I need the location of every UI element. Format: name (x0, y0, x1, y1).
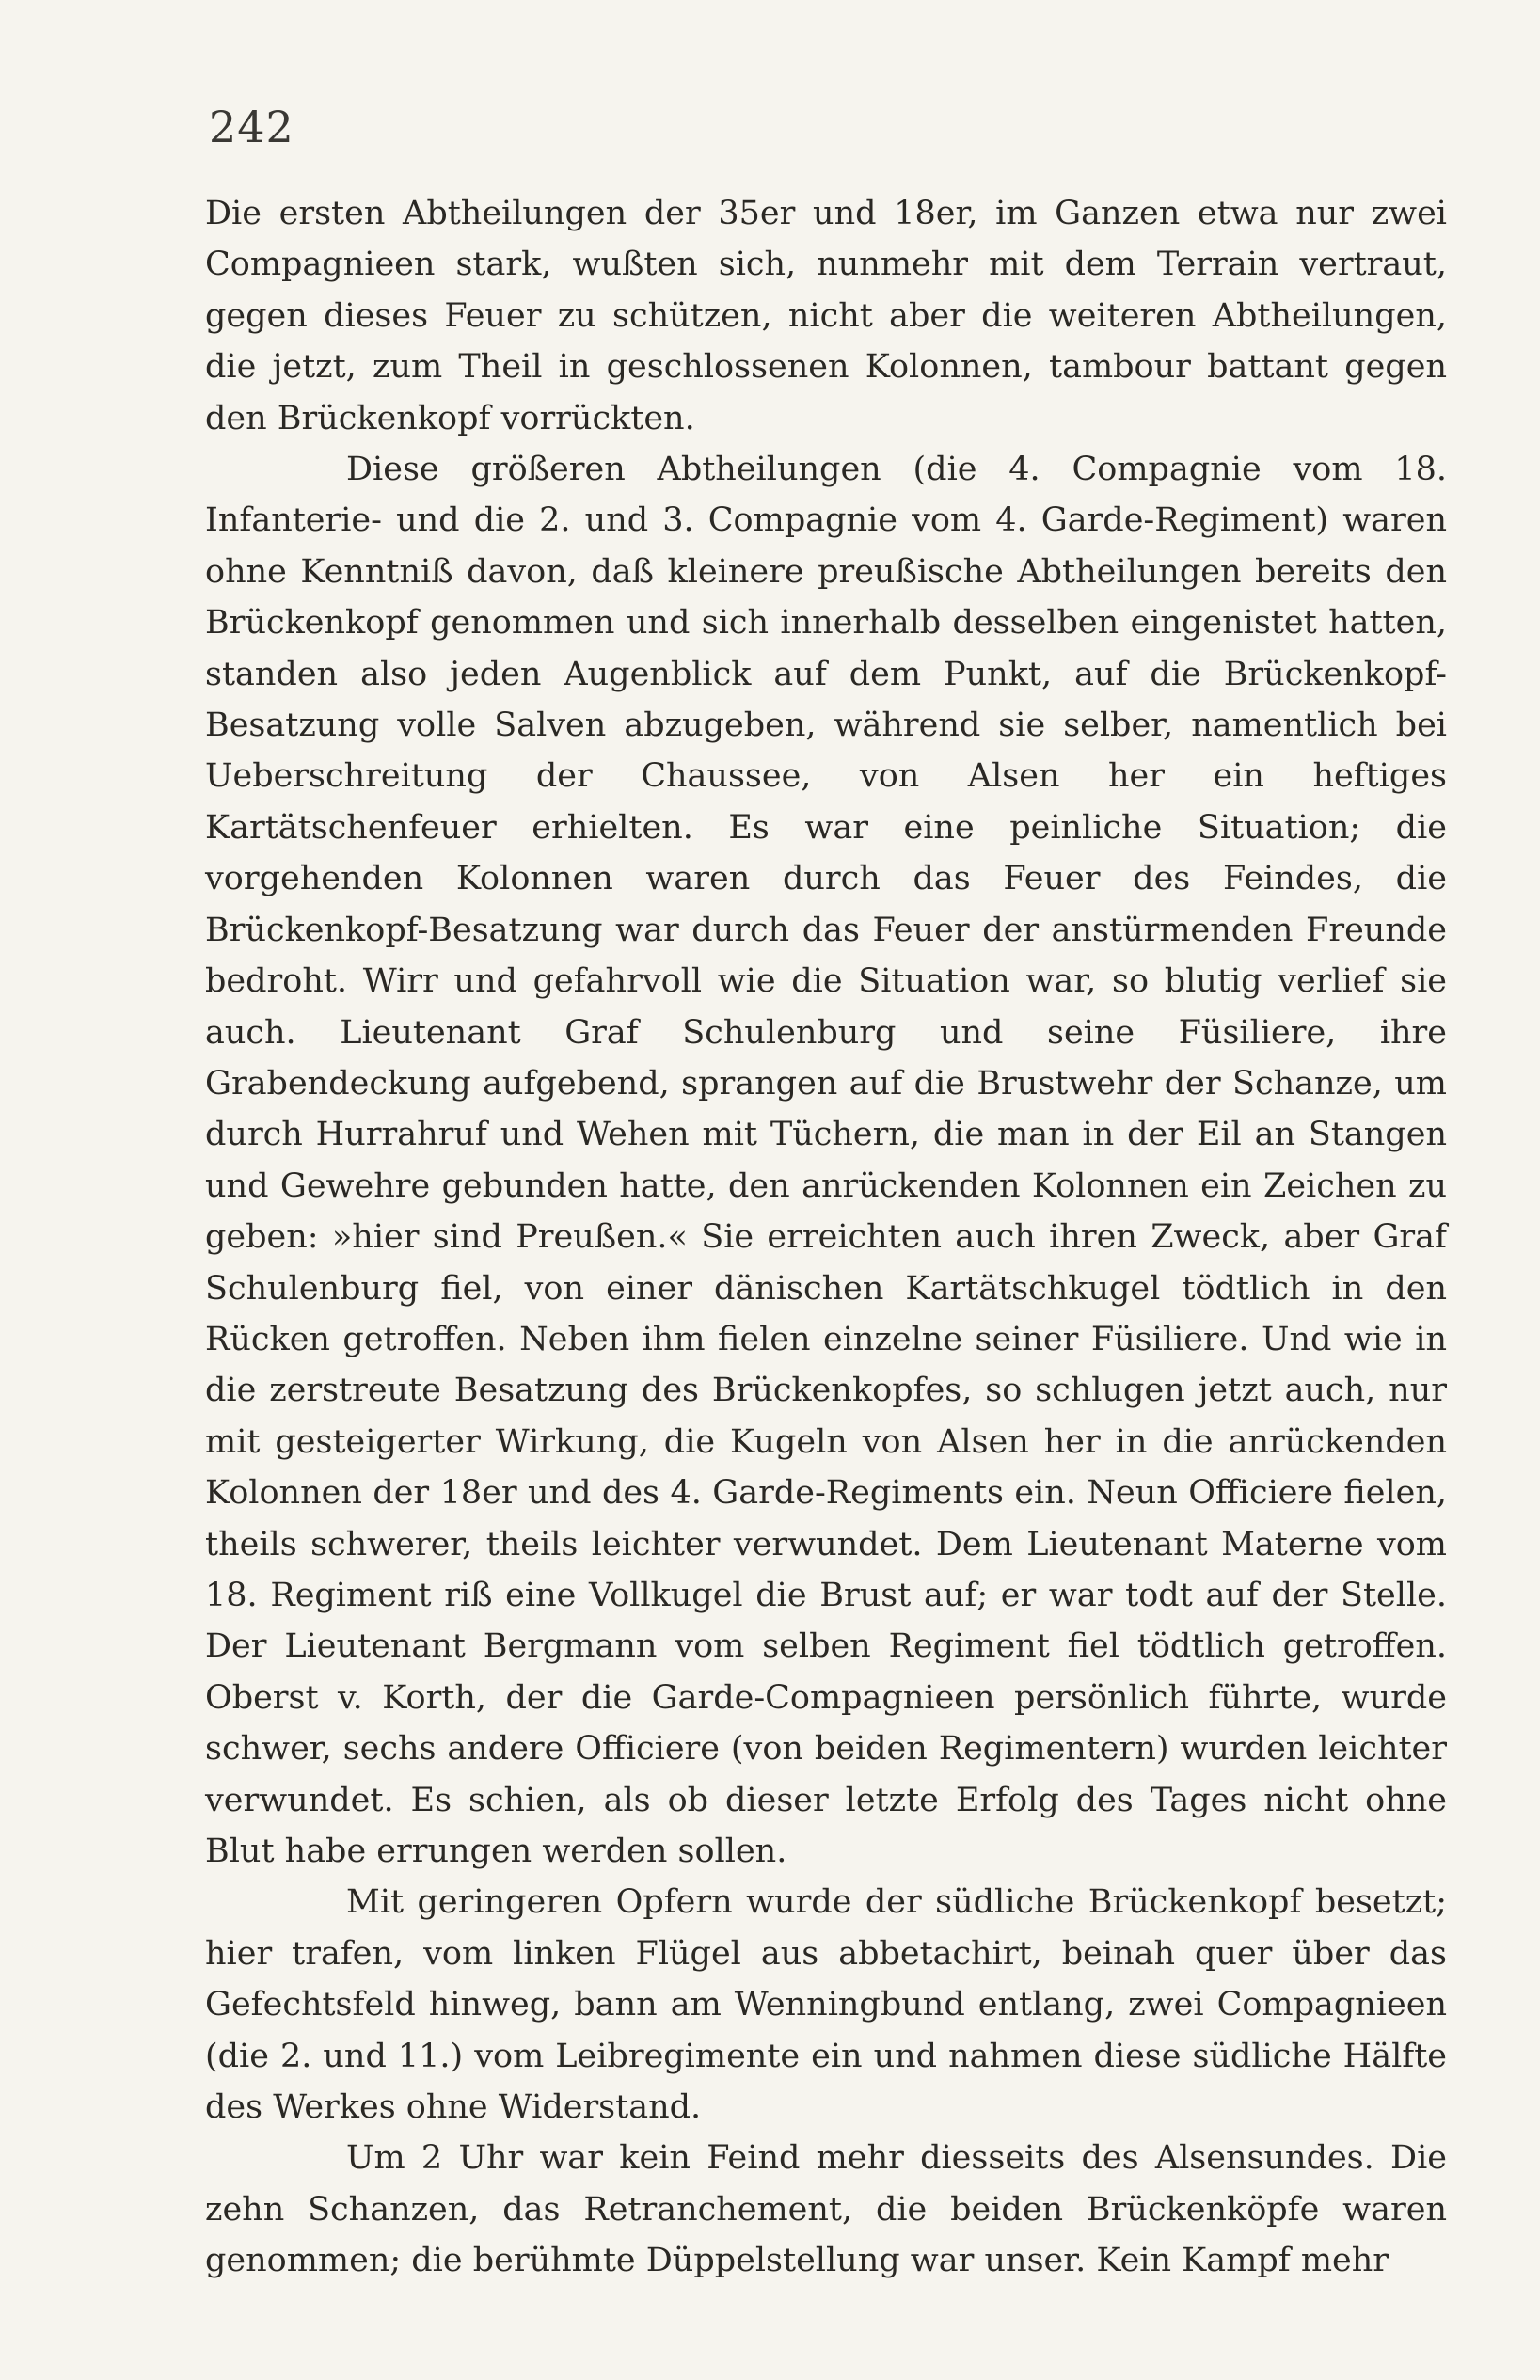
paragraph-4: Um 2 Uhr war kein Feind mehr diesseits des Alsensundes. Die zehn Schanzen, das Retranchement, die beiden Brückenköpfe waren genommen; die berühmte Düppelstellung war unser. Kein Kampf mehr (205, 2139, 1447, 2280)
text-body (205, 188, 1447, 2287)
paragraph-3: Mit geringeren Opfern wurde der südliche Brückenkopf besetzt; hier trafen, vom linken Flügel aus abbetachirt, beinah quer über das Gefechtsfeld hinweg, bann am Wenningbund entlang, zwei Compagnieen (die 2. und 11.) vom Leibregimente ein und nahmen diese südliche Hälfte des Werkes ohne Widerstand. (205, 1883, 1447, 2127)
page-number: 242 (209, 102, 294, 152)
paragraph-2: Diese größeren Abtheilungen (die 4. Compagnie vom 18. Infanterie- und die 2. und 3. Compagnie vom 4. Garde-Regiment) waren ohne Kenntniß davon, daß kleinere preußische Abtheilungen bereits den Brückenkopf genommen und sich innerhalb desselben eingenistet hatten, standen also jeden Augenblick auf dem Punkt, auf die Brückenkopf-Besatzung volle Salven abzugeben, während sie selber, namentlich bei Ueberschreitung der Chaussee, von Alsen her ein heftiges Kartätschenfeuer erhielten. Es war eine peinliche Situation; die vorgehenden Kolonnen waren durch das Feuer des Feindes, die Brückenkopf-Besatzung war durch das Feuer der anstürmenden Freunde bedroht. Wirr und gefahrvoll wie die Situation war, so blutig verlief sie auch. Lieutenant Graf Schulenburg und seine Füsiliere, ihre Grabendeckung aufgebend, sprangen auf die Brustwehr der Schanze, um durch Hurrahruf und Wehen mit Tüchern, die man in der Eil an Stangen und Gewehre gebunden hatte, den anrückenden Kolonnen ein Zeichen zu geben: »hier sind Preußen.« Sie erreichten auch ihren Zweck, aber Graf Schulenburg fiel, von einer dänischen Kartätschkugel tödtlich in den Rücken getroffen. Neben ihm fielen einzelne seiner Füsiliere. Und wie in die zerstreute Besatzung des Brückenkopfes, so schlugen jetzt auch, nur mit gesteigerter Wirkung, die Kugeln von Alsen her in die anrückenden Kolonnen der 18er und des 4. Garde-Regiments ein. Neun Officiere fielen, theils schwerer, theils leichter verwundet. Dem Lieutenant Materne vom 18. Regiment riß eine Vollkugel die Brust auf; er war todt auf der Stelle. Der Lieutenant Bergmann vom selben Regiment fiel tödtlich getroffen. Oberst v. Korth, der die Garde-Compagnieen persönlich führte, wurde schwer, sechs andere Officiere (von beiden Regimentern) wurden leichter verwundet. Es schien, als ob dieser letzte Erfolg des Tages nicht ohne Blut habe errungen werden sollen. (205, 451, 1447, 1870)
paragraph-1: Die ersten Abtheilungen der 35er und 18er, im Ganzen etwa nur zwei Compagnieen stark, wußten sich, nunmehr mit dem Terrain vertraut, gegen dieses Feuer zu schützen, nicht aber die weiteren Abtheilungen, die jetzt, zum Theil in geschlossenen Kolonnen, tambour battant gegen den Brückenkopf vorrückten. (205, 195, 1447, 437)
